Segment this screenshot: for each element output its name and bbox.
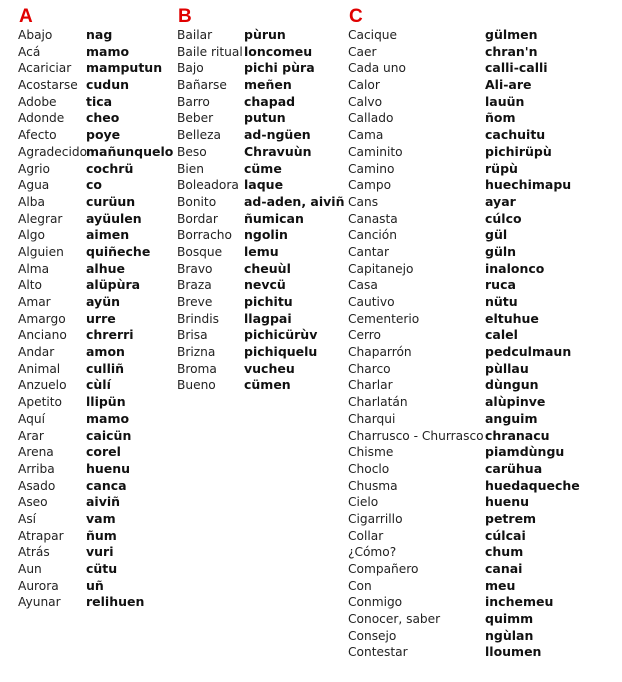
- mapudungun-word: nevcü: [244, 277, 286, 293]
- word-row: [348, 361, 580, 378]
- word-row: [177, 127, 344, 144]
- spanish-word: Broma: [177, 361, 217, 376]
- word-row: [18, 294, 173, 311]
- word-row: [348, 110, 580, 127]
- mapudungun-word: pùrun: [244, 27, 286, 42]
- mapudungun-word: llagpai: [244, 310, 292, 326]
- section-letter-b: B: [178, 6, 192, 27]
- word-row: [18, 544, 173, 561]
- mapudungun-word: mamo: [86, 410, 130, 426]
- mapudungun-word: pichitu: [244, 294, 293, 309]
- word-row: [348, 628, 580, 645]
- mapudungun-word: cümen: [244, 377, 291, 393]
- spanish-word: Aun: [18, 562, 42, 576]
- word-row: [348, 344, 580, 361]
- mapudungun-word: cheo: [86, 110, 120, 126]
- word-row: [348, 261, 580, 278]
- column-c: [348, 6, 580, 661]
- word-row: [348, 394, 580, 411]
- spanish-word: Bonito: [177, 194, 217, 209]
- mapudungun-word: alhue: [86, 260, 125, 276]
- spanish-word: Arena: [18, 445, 54, 460]
- spanish-word: Aquí: [18, 411, 45, 426]
- word-row: [348, 60, 580, 77]
- word-row: [348, 528, 580, 545]
- word-row: [348, 127, 580, 144]
- spanish-word: Apetito: [18, 395, 62, 410]
- word-row: [348, 327, 580, 344]
- word-row: [18, 394, 173, 411]
- mapudungun-word: pichiquelu: [244, 344, 318, 360]
- mapudungun-word: ruca: [485, 277, 516, 293]
- section-letter-c: C: [349, 6, 363, 27]
- mapudungun-word: ayün: [86, 294, 120, 309]
- mapudungun-word: putun: [244, 110, 286, 126]
- mapudungun-word: vuri: [86, 544, 114, 560]
- spanish-word: Atrás: [18, 545, 50, 560]
- spanish-word: Cama: [348, 128, 384, 143]
- mapudungun-word: nütu: [485, 294, 518, 309]
- spanish-word: Brindis: [177, 311, 219, 326]
- spanish-word: Bien: [177, 161, 204, 176]
- mapudungun-word: ñom: [485, 110, 516, 126]
- word-row: [18, 361, 173, 378]
- spanish-word: Aurora: [18, 578, 59, 593]
- word-row: [177, 27, 344, 44]
- spanish-word: Callado: [348, 111, 394, 126]
- word-row: [18, 528, 173, 545]
- spanish-word: Chisme: [348, 445, 394, 460]
- spanish-word: Bajo: [177, 61, 204, 76]
- word-row: [18, 227, 173, 244]
- word-list-b: [177, 27, 344, 394]
- mapudungun-word: mamputun: [86, 60, 163, 76]
- mapudungun-word: loncomeu: [244, 43, 313, 59]
- spanish-word: Abajo: [18, 28, 53, 42]
- mapudungun-word: cúlco: [485, 210, 522, 226]
- mapudungun-word: ñumican: [244, 210, 304, 226]
- word-row: [348, 44, 580, 61]
- word-row: [177, 60, 344, 77]
- spanish-word: Borracho: [177, 228, 232, 243]
- word-row: [18, 377, 173, 394]
- spanish-word: Beso: [177, 144, 207, 159]
- spanish-word: Caer: [348, 44, 377, 59]
- word-row: [348, 27, 580, 44]
- mapudungun-word: piamdùngu: [485, 444, 565, 460]
- mapudungun-word: nag: [86, 27, 113, 42]
- mapudungun-word: pùllau: [485, 360, 529, 376]
- mapudungun-word: güln: [485, 243, 517, 259]
- mapudungun-word: alùpinve: [485, 394, 546, 410]
- mapudungun-word: huenu: [86, 460, 131, 476]
- word-row: [177, 377, 344, 394]
- mapudungun-word: cùlí: [86, 377, 111, 393]
- spanish-word: Charrusco - Churrasco: [348, 428, 484, 443]
- spanish-word: Arar: [18, 428, 44, 443]
- mapudungun-word: relihuen: [86, 594, 145, 610]
- mapudungun-word: caicün: [86, 427, 132, 443]
- spanish-word: Algo: [18, 228, 45, 243]
- spanish-word: Campo: [348, 178, 392, 193]
- spanish-word: Afecto: [18, 128, 57, 143]
- mapudungun-word: chran'n: [485, 43, 538, 59]
- word-row: [348, 511, 580, 528]
- spanish-word: Collar: [348, 528, 384, 543]
- word-row: [177, 177, 344, 194]
- mapudungun-word: vam: [86, 510, 116, 526]
- word-row: [348, 144, 580, 161]
- spanish-word: Alegrar: [18, 211, 63, 226]
- spanish-word: Calvo: [348, 94, 383, 109]
- spanish-word: Cans: [348, 194, 379, 209]
- spanish-word: Conmigo: [348, 595, 403, 610]
- word-row: [18, 428, 173, 445]
- mapudungun-word: inchemeu: [485, 594, 554, 610]
- word-row: [348, 277, 580, 294]
- mapudungun-word: canca: [86, 477, 127, 493]
- mapudungun-word: corel: [86, 444, 121, 460]
- spanish-word: Barro: [177, 94, 210, 109]
- spanish-word: Breve: [177, 295, 213, 309]
- word-row: [18, 261, 173, 278]
- mapudungun-word: uñ: [86, 577, 104, 593]
- mapudungun-word: canai: [485, 561, 523, 576]
- spanish-word: Belleza: [177, 128, 221, 143]
- mapudungun-word: culliñ: [86, 360, 125, 376]
- mapudungun-word: llipün: [86, 394, 126, 410]
- spanish-word: Contestar: [348, 645, 408, 660]
- word-row: [18, 444, 173, 461]
- spanish-word: Cautivo: [348, 295, 395, 309]
- spanish-word: Amargo: [18, 311, 66, 326]
- mapudungun-word: poye: [86, 127, 121, 143]
- word-row: [177, 144, 344, 161]
- spanish-word: Alba: [18, 194, 45, 209]
- word-row: [348, 177, 580, 194]
- word-row: [348, 544, 580, 561]
- column-a: [18, 6, 173, 611]
- mapudungun-word: chapad: [244, 93, 296, 109]
- word-row: [18, 494, 173, 511]
- word-row: [177, 261, 344, 278]
- spanish-word: Beber: [177, 111, 214, 126]
- mapudungun-word: lloumen: [485, 644, 542, 660]
- mapudungun-word: aiviñ: [86, 494, 121, 510]
- word-row: [18, 478, 173, 495]
- spanish-word: Agrio: [18, 161, 50, 176]
- spanish-word: Bañarse: [177, 78, 227, 93]
- mapudungun-word: mañunquelo: [86, 143, 174, 159]
- spanish-word: Chaparrón: [348, 345, 412, 360]
- mapudungun-word: meñen: [244, 77, 292, 93]
- word-row: [18, 44, 173, 61]
- spanish-word: Agua: [18, 178, 50, 193]
- spanish-word: Amar: [18, 295, 51, 309]
- mapudungun-word: calel: [485, 327, 518, 343]
- word-row: [18, 594, 173, 611]
- column-b: [177, 6, 344, 394]
- spanish-word: Arriba: [18, 461, 55, 476]
- mapudungun-word: vucheu: [244, 360, 295, 376]
- word-row: [348, 461, 580, 478]
- word-row: [18, 194, 173, 211]
- spanish-word: Bravo: [177, 261, 213, 276]
- mapudungun-word: ngolin: [244, 227, 288, 243]
- spanish-word: Alguien: [18, 244, 64, 259]
- word-row: [348, 94, 580, 111]
- word-row: [177, 294, 344, 311]
- spanish-word: Cementerio: [348, 311, 420, 326]
- word-row: [348, 644, 580, 661]
- spanish-word: Anciano: [18, 328, 67, 343]
- mapudungun-word: alüpùra: [86, 277, 141, 293]
- word-row: [348, 227, 580, 244]
- word-row: [18, 411, 173, 428]
- word-row: [348, 244, 580, 261]
- spanish-word: Alto: [18, 278, 42, 293]
- mapudungun-word: quimm: [485, 611, 534, 627]
- spanish-word: ¿Cómo?: [348, 545, 397, 560]
- word-row: [18, 77, 173, 94]
- spanish-word: Caminito: [348, 144, 403, 159]
- mapudungun-word: chranacu: [485, 427, 550, 443]
- mapudungun-word: chum: [485, 544, 524, 560]
- mapudungun-word: anguim: [485, 410, 538, 426]
- spanish-word: Adonde: [18, 111, 65, 126]
- spanish-word: Capitanejo: [348, 261, 414, 276]
- spanish-word: Alma: [18, 261, 50, 276]
- word-row: [348, 411, 580, 428]
- spanish-word: Charlar: [348, 378, 393, 393]
- mapudungun-word: gülmen: [485, 27, 538, 42]
- word-row: [177, 44, 344, 61]
- word-row: [18, 344, 173, 361]
- mapudungun-word: tica: [86, 93, 113, 109]
- spanish-word: Cerro: [348, 328, 382, 343]
- spanish-word: Charco: [348, 361, 391, 376]
- mapudungun-word: lemu: [244, 243, 279, 259]
- mapudungun-word: laque: [244, 177, 284, 193]
- mapudungun-word: curüun: [86, 193, 136, 209]
- spanish-word: Baile ritual: [177, 44, 243, 59]
- spanish-word: Acariciar: [18, 61, 72, 76]
- word-row: [348, 194, 580, 211]
- spanish-word: Bailar: [177, 28, 213, 42]
- word-row: [348, 478, 580, 495]
- word-row: [348, 561, 580, 578]
- word-row: [177, 227, 344, 244]
- word-row: [18, 277, 173, 294]
- spanish-word: Conocer, saber: [348, 612, 441, 627]
- spanish-word: Compañero: [348, 562, 419, 576]
- spanish-word: Casa: [348, 278, 378, 293]
- word-row: [177, 94, 344, 111]
- spanish-word: Choclo: [348, 461, 390, 476]
- mapudungun-word: aimen: [86, 227, 130, 243]
- word-row: [348, 294, 580, 311]
- spanish-word: Con: [348, 578, 372, 593]
- mapudungun-word: cüme: [244, 160, 282, 176]
- word-row: [348, 377, 580, 394]
- mapudungun-word: dùngun: [485, 377, 539, 393]
- mapudungun-word: chrerri: [86, 327, 134, 343]
- mapudungun-word: ayüulen: [86, 210, 142, 226]
- word-row: [177, 344, 344, 361]
- mapudungun-word: quiñeche: [86, 243, 151, 259]
- word-row: [177, 77, 344, 94]
- word-row: [18, 177, 173, 194]
- mapudungun-word: amon: [86, 344, 125, 360]
- word-row: [177, 277, 344, 294]
- word-row: [18, 511, 173, 528]
- spanish-word: Canción: [348, 228, 397, 243]
- mapudungun-word: inalonco: [485, 260, 545, 276]
- word-row: [18, 94, 173, 111]
- mapudungun-word: pichicürùv: [244, 327, 318, 343]
- mapudungun-word: co: [86, 177, 102, 193]
- mapudungun-word: pedculmaun: [485, 344, 572, 360]
- spanish-word: Andar: [18, 345, 55, 360]
- spanish-word: Cigarrillo: [348, 511, 403, 526]
- word-row: [348, 161, 580, 178]
- mapudungun-word: huechimapu: [485, 177, 572, 193]
- spanish-word: Aseo: [18, 495, 48, 510]
- word-row: [177, 211, 344, 228]
- spanish-word: Animal: [18, 361, 61, 376]
- mapudungun-word: huenu: [485, 494, 530, 510]
- word-row: [348, 211, 580, 228]
- spanish-word: Acá: [18, 44, 41, 59]
- spanish-word: Consejo: [348, 628, 397, 643]
- word-row: [177, 110, 344, 127]
- mapudungun-word: mamo: [86, 43, 130, 59]
- word-row: [18, 27, 173, 44]
- mapudungun-word: cúlcai: [485, 527, 526, 543]
- mapudungun-word: cudun: [86, 77, 130, 93]
- mapudungun-word: meu: [485, 577, 516, 593]
- mapudungun-word: petrem: [485, 510, 537, 526]
- word-row: [348, 77, 580, 94]
- spanish-word: Cantar: [348, 244, 389, 259]
- word-row: [177, 361, 344, 378]
- word-row: [18, 127, 173, 144]
- word-row: [18, 110, 173, 127]
- word-row: [348, 611, 580, 628]
- word-row: [18, 211, 173, 228]
- mapudungun-word: carühua: [485, 460, 543, 476]
- word-row: [177, 161, 344, 178]
- word-row: [18, 461, 173, 478]
- word-row: [177, 244, 344, 261]
- word-list-c: [348, 27, 580, 661]
- word-row: [177, 327, 344, 344]
- mapudungun-word: ñum: [86, 527, 117, 543]
- word-row: [348, 494, 580, 511]
- word-row: [18, 144, 173, 161]
- spanish-word: Atrapar: [18, 528, 64, 543]
- mapudungun-word: ad-ngüen: [244, 127, 311, 143]
- mapudungun-word: cachuitu: [485, 127, 546, 143]
- spanish-word: Charqui: [348, 411, 396, 426]
- word-row: [177, 194, 344, 211]
- word-row: [18, 561, 173, 578]
- spanish-word: Ayunar: [18, 595, 61, 610]
- spanish-word: Calor: [348, 78, 380, 93]
- mapudungun-word: lauün: [485, 93, 525, 109]
- word-row: [18, 161, 173, 178]
- mapudungun-word: gül: [485, 227, 508, 243]
- word-row: [348, 444, 580, 461]
- mapudungun-word: pichirüpù: [485, 143, 552, 159]
- word-row: [348, 594, 580, 611]
- mapudungun-word: rüpù: [485, 160, 518, 176]
- mapudungun-word: Ali-are: [485, 77, 532, 93]
- mapudungun-word: huedaqueche: [485, 477, 580, 493]
- mapudungun-word: pichi pùra: [244, 60, 315, 76]
- spanish-word: Chusma: [348, 478, 398, 493]
- spanish-word: Brizna: [177, 345, 216, 360]
- mapudungun-word: ayar: [485, 193, 516, 209]
- spanish-word: Bordar: [177, 211, 218, 226]
- mapudungun-word: ad-aden, aiviñ: [244, 193, 345, 209]
- spanish-word: Asado: [18, 478, 56, 493]
- mapudungun-word: Chravuùn: [244, 143, 312, 159]
- spanish-word: Camino: [348, 161, 395, 176]
- spanish-word: Boleadora: [177, 178, 239, 193]
- word-list-a: [18, 27, 173, 611]
- spanish-word: Braza: [177, 278, 212, 293]
- word-row: [348, 578, 580, 595]
- spanish-word: Brisa: [177, 328, 208, 343]
- mapudungun-word: urre: [86, 310, 116, 326]
- mapudungun-word: ngùlan: [485, 627, 534, 643]
- mapudungun-word: cochrü: [86, 160, 134, 176]
- word-row: [18, 244, 173, 261]
- mapudungun-word: cütu: [86, 561, 118, 576]
- spanish-word: Cielo: [348, 495, 379, 510]
- spanish-word: Acostarse: [18, 78, 78, 93]
- word-row: [348, 311, 580, 328]
- spanish-word: Agradecido: [18, 144, 88, 159]
- word-row: [18, 311, 173, 328]
- mapudungun-word: calli-calli: [485, 60, 548, 76]
- word-row: [18, 327, 173, 344]
- word-row: [348, 428, 580, 445]
- mapudungun-word: eltuhue: [485, 310, 539, 326]
- word-row: [18, 60, 173, 77]
- spanish-word: Bueno: [177, 378, 216, 393]
- section-letter-a: A: [19, 6, 33, 27]
- spanish-word: Cacique: [348, 28, 398, 42]
- spanish-word: Cada uno: [348, 61, 406, 76]
- spanish-word: Adobe: [18, 94, 57, 109]
- word-row: [18, 578, 173, 595]
- spanish-word: Charlatán: [348, 395, 408, 410]
- word-row: [177, 311, 344, 328]
- spanish-word: Canasta: [348, 211, 398, 226]
- spanish-word: Anzuelo: [18, 378, 67, 393]
- mapudungun-word: cheuùl: [244, 260, 291, 276]
- spanish-word: Así: [18, 511, 37, 526]
- spanish-word: Bosque: [177, 244, 223, 259]
